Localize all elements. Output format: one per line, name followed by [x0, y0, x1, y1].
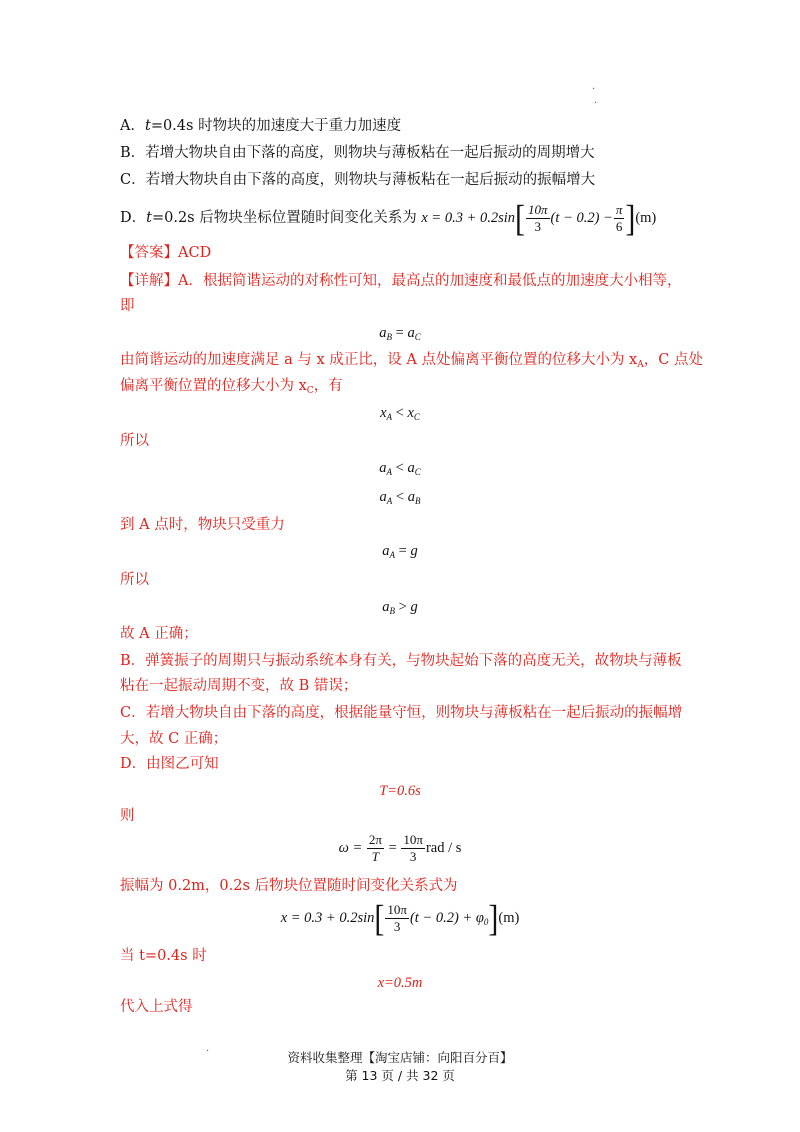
detail-line-11: D．由图乙可知: [120, 756, 219, 772]
footer-source: 资料收集整理【淘宝店铺：向阳百分百】: [287, 1050, 513, 1065]
option-d-formula: x = 0.3 + 0.2sin[ $\frac{10\pi}{3}$ (t − 0.2) − $\frac{\pi}{6}$ ](m): [421, 197, 657, 239]
fraction: $\frac{10\pi}{3}$: [528, 202, 548, 235]
equation-aB-aC: $a_B = a_C$: [379, 325, 421, 342]
option-a-text: =0.4s 时物块的加速度大于重力加速度: [150, 118, 402, 134]
detail-line-14: 代入上式得: [120, 999, 193, 1015]
equation-omega: ω = $\frac{2\pi}{T}$ = $\frac{10\pi}{3}$ rad / s: [338, 832, 462, 865]
detail-line-10: 大，故 C 正确；: [120, 731, 228, 747]
detail-line-3: 由简谐运动的加速度满足 a 与 x 成正比，设 A 点处偏离平衡位置的位移大小为 $x_A$，C 点处: [120, 352, 703, 370]
option-c: C．若增大物块自由下落的高度，则物块与薄板粘在一起后振动的振幅增大: [120, 172, 596, 188]
detail-line-7: B．弹簧振子的周期只与振动系统本身有关，与物块起始下落的高度无关，故物块与薄板: [120, 653, 682, 669]
detail-line-13: 当 t=0.4s 时: [120, 948, 207, 964]
detail-ze: 则: [120, 808, 135, 824]
detail-line-6: 故 A 正确；: [120, 626, 198, 642]
detail-suoyi-2: 所以: [120, 572, 149, 588]
formula-prefix: x = 0.3 + 0.2sin: [421, 210, 516, 226]
formula-mid: (t − 0.2) −: [550, 210, 613, 226]
equation-period: T=0.6s: [379, 783, 421, 799]
scan-dot: ·: [592, 84, 596, 95]
option-a: [120, 116, 401, 136]
fraction: $\frac{\pi}{6}$: [615, 202, 623, 235]
option-a-var: t: [144, 118, 151, 134]
detail-line-5: 到 A 点时，物块只受重力: [120, 517, 285, 533]
formula-unit: (m): [635, 210, 657, 226]
detail-line-8: 粘在一起振动周期不变，故 B 错误；: [120, 678, 358, 694]
option-d-var: t: [146, 210, 152, 226]
equation-aA-aC: $a_A < a_C$: [379, 460, 421, 477]
detail-line-9: C．若增大物块自由下落的高度，根据能量守恒，则物块与薄板粘在一起后振动的振幅增: [120, 705, 683, 721]
detail-line-4: 偏离平衡位置的位移大小为 $x_C$，有: [120, 378, 343, 396]
scan-dot: ·: [594, 98, 598, 109]
option-b: B．若增大物块自由下落的高度，则物块与薄板粘在一起后振动的周期增大: [120, 145, 595, 161]
page-number: 第 13 页 / 共 32 页: [345, 1068, 455, 1083]
option-a-label: A．: [120, 118, 145, 134]
equation-xA-xC: $x_A < x_C$: [380, 405, 420, 422]
equation-aA-aB: $a_A < a_B$: [379, 489, 421, 506]
option-d-label: D．: [120, 210, 147, 226]
detail-line-12: 振幅为 0.2m，0.2s 后物块位置随时间变化关系式为: [120, 878, 458, 894]
option-d-text: =0.2s 后物块坐标位置随时间变化关系为: [151, 210, 417, 226]
equation-aB-g: $a_B > g$: [382, 599, 418, 616]
equation-position: x = 0.3 + 0.2sin[ $\frac{10\pi}{3}$ $(t - 0.2) + \varphi_0](m)$: [280, 897, 520, 939]
detail-suoyi-1: 所以: [120, 433, 149, 449]
detail-line-2: 即: [120, 298, 135, 314]
option-d: [120, 197, 657, 239]
equation-x: x=0.5m: [377, 975, 423, 991]
equation-aA-g: $a_A = g$: [382, 543, 418, 560]
scan-dot: ·: [206, 1046, 210, 1057]
answer: 【答案】ACD: [120, 245, 212, 261]
detail-line-1: 【详解】A．根据简谐运动的对称性可知，最高点的加速度和最低点的加速度大小相等，: [120, 273, 682, 289]
